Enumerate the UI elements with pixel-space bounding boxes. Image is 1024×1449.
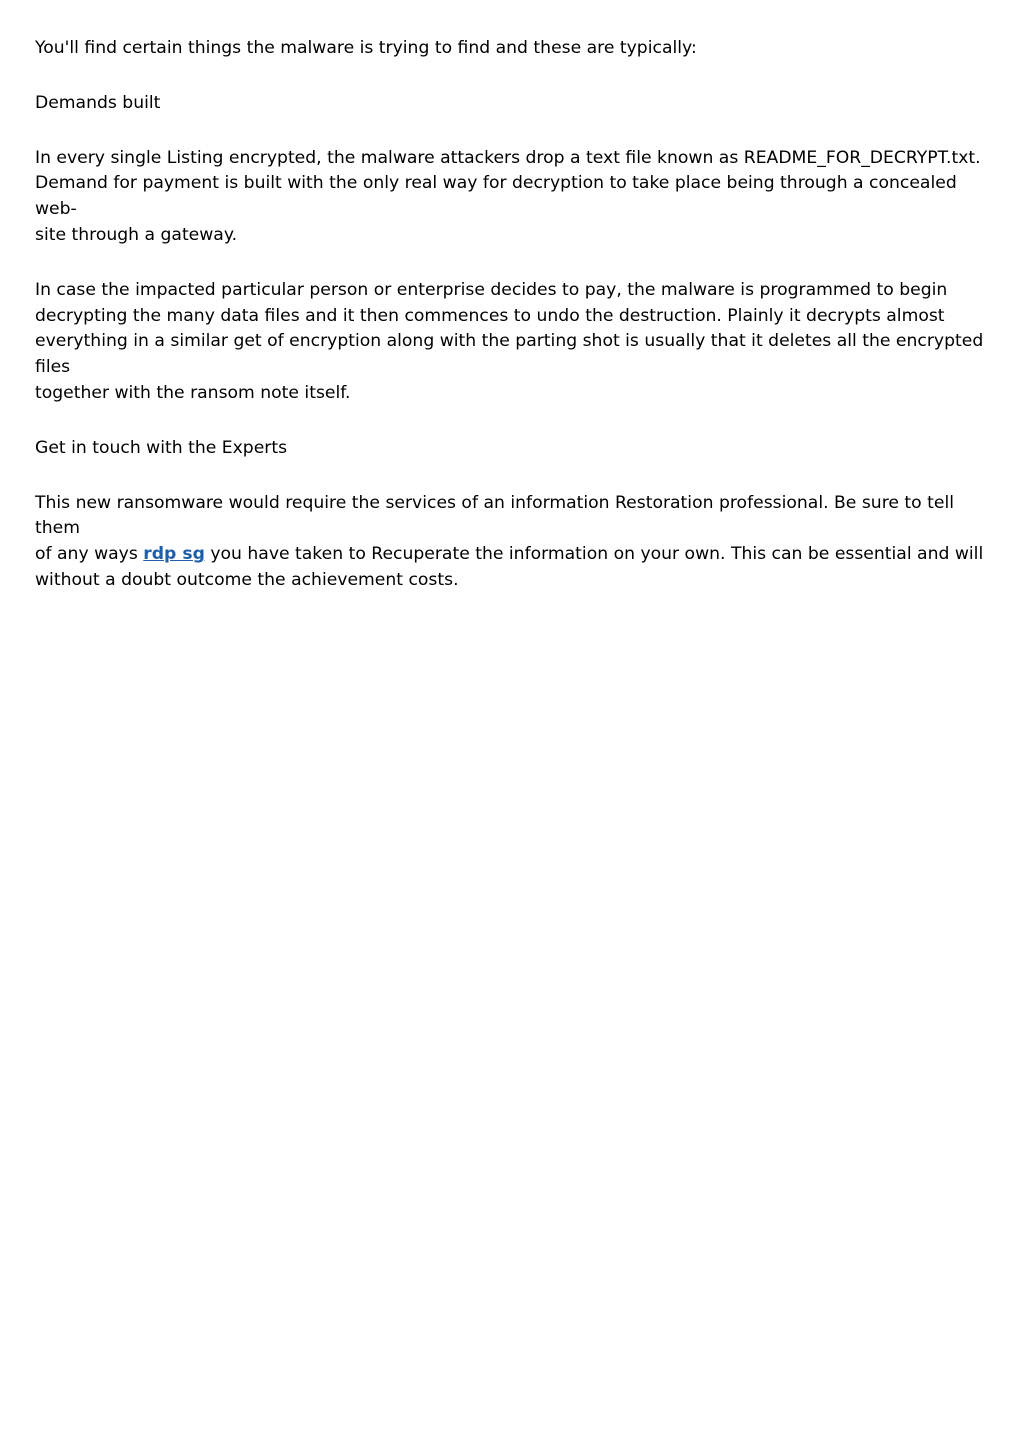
experts-paragraph (35, 491, 990, 594)
experts-text-before: This new ransomware would require the services of an information Restoration professional. Be sure to tell them of any ways (35, 492, 955, 565)
rdp-sg-link[interactable]: rdp sg (143, 544, 205, 565)
readme-paragraph: In every single Listing encrypted, the malware attackers drop a text file known as README_FOR_DECRYPT.txt. Demand for payment is built with the only real way for decryption to take place being through a concealed web- site through a gateway. (35, 147, 981, 245)
intro-paragraph: You'll find certain things the malware is trying to find and these are typically: (35, 38, 697, 58)
demands-heading: Demands built (35, 92, 161, 113)
experts-text-after: you have taken to Recuperate the information on your own. This can be essential and will without a doubt outcome the achievement costs. (35, 544, 984, 590)
payment-paragraph: In case the impacted particular person or enterprise decides to pay, the malware is programmed to begin decrypting the many data files and it then commences to undo the destruction. Plainly it decrypts almost everything in a similar get of encryption along with the parting shot is usually that it deletes all the encrypted files together with the ransom note itself. (35, 279, 984, 403)
experts-heading: Get in touch with the Experts (35, 437, 288, 458)
document-page (35, 36, 990, 623)
